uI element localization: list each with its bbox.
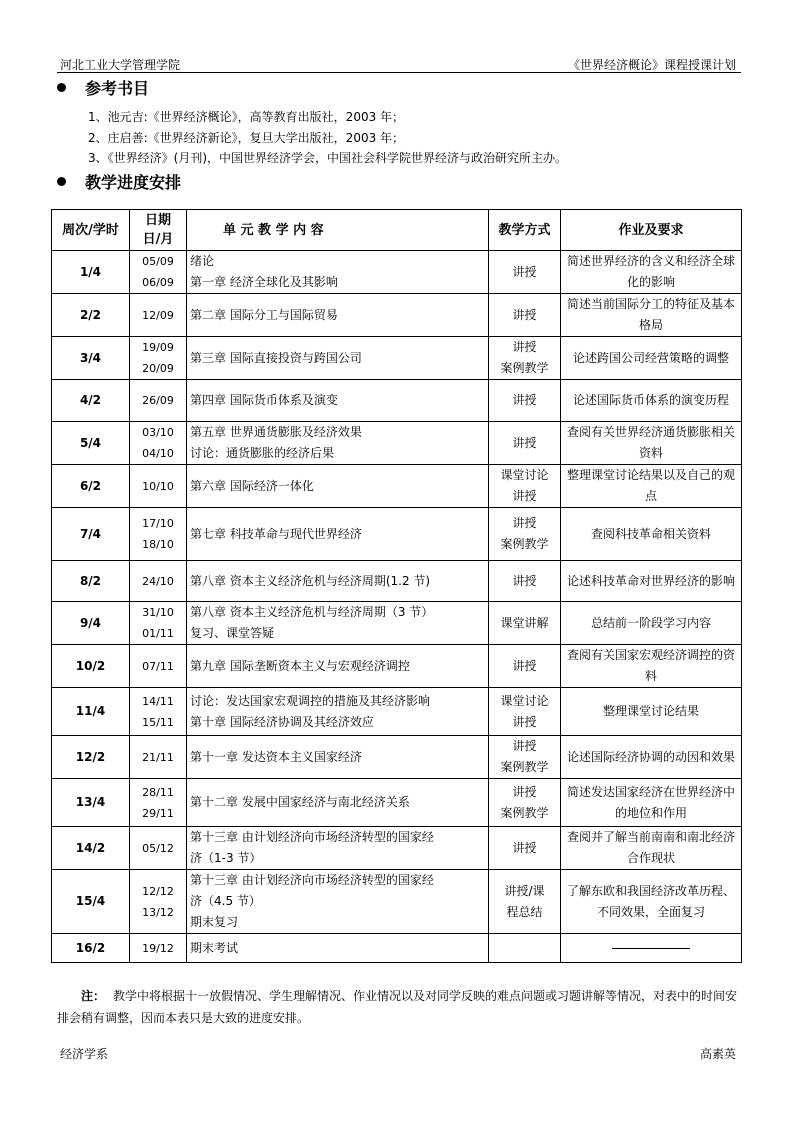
table-header-row	[52, 210, 742, 251]
week-cell: 4/2	[52, 380, 130, 422]
footer-department: 经济学系	[60, 1047, 109, 1061]
content-line: 第十章 国际经济协调及其经济效应	[190, 714, 374, 729]
method-cell	[489, 561, 561, 602]
table-row	[52, 251, 742, 294]
method-cell	[489, 337, 561, 380]
date-value: 12/12	[142, 884, 174, 898]
date-value: 04/10	[142, 447, 174, 460]
content-cell	[187, 380, 489, 422]
bullet-icon	[57, 177, 66, 186]
date-value: 12/09	[142, 308, 174, 322]
homework-cell	[561, 870, 742, 934]
week-cell: 8/2	[52, 561, 130, 602]
homework-cell	[561, 645, 742, 688]
method-cell	[489, 934, 561, 963]
homework-cell	[561, 934, 742, 963]
method-line: 课堂讨论	[500, 693, 549, 708]
date-cell	[130, 465, 187, 508]
method-cell	[489, 508, 561, 561]
method-line: 讲授	[512, 489, 537, 503]
method-cell	[489, 380, 561, 422]
footer-author: 高素英	[699, 1047, 736, 1061]
date-value: 18/10	[142, 538, 174, 551]
method-line: 案例教学	[500, 361, 549, 375]
homework-text: 整理课堂讨论结果以及自己的观点	[566, 468, 735, 503]
homework-text: 查阅并了解当前南南和南北经济合作现状	[566, 830, 735, 865]
date-value: 29/11	[142, 806, 174, 820]
table-row	[52, 561, 742, 602]
content-line: 第九章 国际垄断资本主义与宏观经济调控	[190, 658, 410, 673]
homework-cell	[561, 602, 742, 645]
table-row	[52, 688, 742, 736]
header-date	[130, 210, 187, 251]
header-method: 教学方式	[489, 210, 561, 251]
method-line: 讲授	[512, 840, 537, 855]
week-cell: 15/4	[52, 870, 130, 934]
homework-text: 总结前一阶段学习内容	[590, 615, 711, 630]
date-cell	[130, 827, 187, 870]
date-cell	[130, 422, 187, 465]
footnote	[57, 985, 745, 1029]
content-line: 讨论：发达国家宏观调控的措施及其经济影响	[190, 693, 431, 708]
date-cell	[130, 251, 187, 294]
homework-cell	[561, 688, 742, 736]
content-cell	[187, 736, 489, 779]
homework-cell	[561, 827, 742, 870]
content-line: 济（4.5 节）	[190, 894, 261, 908]
schedule-heading	[57, 170, 181, 193]
header-date-line2: 日/月	[142, 232, 174, 247]
schedule-title: 教学进度安排	[85, 173, 182, 192]
content-line: 第六章 国际经济一体化	[190, 478, 314, 493]
schedule-table	[51, 209, 742, 963]
week-cell: 13/4	[52, 779, 130, 827]
date-value: 21/11	[142, 750, 174, 764]
homework-cell	[561, 337, 742, 380]
method-line: 讲授	[512, 658, 537, 673]
content-line: 讨论：通货膨胀的经济后果	[190, 446, 335, 460]
date-cell	[130, 779, 187, 827]
content-cell	[187, 934, 489, 963]
method-line: 讲授/课	[504, 883, 545, 898]
week-cell: 10/2	[52, 645, 130, 688]
header-homework: 作业及要求	[561, 210, 742, 251]
date-value: 05/12	[142, 841, 174, 855]
date-cell	[130, 645, 187, 688]
content-cell	[187, 251, 489, 294]
week-cell: 7/4	[52, 508, 130, 561]
method-cell	[489, 465, 561, 508]
homework-text: 简述当前国际分工的特征及基本格局	[566, 297, 735, 332]
content-line: 复习、课堂答疑	[190, 626, 275, 640]
content-line: 期末复习	[190, 915, 239, 929]
content-cell	[187, 779, 489, 827]
table-row	[52, 827, 742, 870]
references-heading	[57, 76, 149, 99]
date-cell	[130, 934, 187, 963]
table-row	[52, 294, 742, 337]
content-cell	[187, 645, 489, 688]
content-line: 第一章 经济全球化及其影响	[190, 275, 338, 289]
week-cell: 1/4	[52, 251, 130, 294]
table-row	[52, 870, 742, 934]
content-cell	[187, 422, 489, 465]
content-line: 第四章 国际货币体系及演变	[190, 393, 338, 407]
homework-text: 查阅有关国家宏观经济调控的资料	[566, 648, 735, 683]
references-title: 参考书目	[85, 79, 150, 98]
date-value: 28/11	[142, 785, 174, 799]
week-cell: 9/4	[52, 602, 130, 645]
week-cell: 6/2	[52, 465, 130, 508]
date-value: 26/09	[142, 394, 174, 407]
week-cell: 16/2	[52, 934, 130, 963]
table-row	[52, 736, 742, 779]
content-cell	[187, 337, 489, 380]
method-cell	[489, 602, 561, 645]
date-value: 31/10	[142, 606, 174, 619]
content-cell	[187, 688, 489, 736]
homework-text: 论述国际经济协调的动因和效果	[566, 749, 735, 764]
empty-dash	[612, 948, 690, 949]
header-divider	[57, 72, 741, 73]
homework-cell	[561, 380, 742, 422]
method-line: 讲授	[512, 714, 537, 729]
content-line: 第二章 国际分工与国际贸易	[190, 307, 338, 322]
header-week: 周次/学时	[52, 210, 130, 251]
homework-text: 论述跨国公司经营策略的调整	[572, 350, 729, 365]
method-cell	[489, 645, 561, 688]
content-line: 第十三章 由计划经济向市场经济转型的国家经	[190, 873, 434, 887]
date-value: 14/11	[142, 694, 174, 708]
header-institution: 河北工业大学管理学院	[60, 58, 181, 72]
method-line: 案例教学	[500, 760, 549, 774]
method-cell	[489, 779, 561, 827]
date-value: 06/09	[142, 276, 174, 289]
homework-text: 简述发达国家经济在世界经济中的地位和作用	[566, 784, 735, 820]
method-cell	[489, 688, 561, 736]
date-value: 15/11	[142, 715, 174, 729]
homework-text: 论述科技革命对世界经济的影响	[566, 573, 735, 588]
content-line: 第七章 科技革命与现代世界经济	[190, 526, 362, 541]
method-cell	[489, 294, 561, 337]
week-cell: 2/2	[52, 294, 130, 337]
homework-text: 简述世界经济的含义和经济全球化的影响	[566, 254, 735, 289]
week-cell: 14/2	[52, 827, 130, 870]
date-cell	[130, 337, 187, 380]
header-content: 单 元 教 学 内 容	[187, 210, 489, 251]
homework-cell	[561, 779, 742, 827]
method-line: 讲授	[512, 307, 537, 322]
method-line: 讲授	[512, 739, 537, 753]
homework-cell	[561, 251, 742, 294]
homework-text: 查阅科技革命相关资料	[590, 526, 711, 541]
content-line: 绪论	[190, 254, 215, 268]
content-line: 第八章 资本主义经济危机与经济周期（3 节）	[190, 605, 434, 619]
method-line: 课堂讨论	[500, 468, 549, 482]
method-cell	[489, 251, 561, 294]
method-line: 讲授	[512, 435, 537, 450]
table-row	[52, 508, 742, 561]
method-line: 讲授	[512, 784, 537, 799]
homework-text: 了解东欧和我国经济改革历程、不同效果，全面复习	[566, 883, 735, 919]
content-cell	[187, 294, 489, 337]
date-cell	[130, 688, 187, 736]
week-cell: 5/4	[52, 422, 130, 465]
footnote-text: 教学中将根据十一放假情况、学生理解情况、作业情况以及对同学反映的难点问题或习题讲解等情况，对表中的时间安排会稍有调整，因而本表只是大致的进度安排。	[57, 989, 738, 1025]
content-line: 第五章 世界通货膨胀及经济效果	[190, 425, 362, 439]
method-line: 课堂讲解	[500, 615, 549, 630]
table-row	[52, 934, 742, 963]
content-line: 第十二章 发展中国家经济与南北经济关系	[190, 795, 410, 809]
homework-cell	[561, 508, 742, 561]
date-value: 10/10	[142, 479, 174, 493]
homework-cell	[561, 422, 742, 465]
date-cell	[130, 870, 187, 934]
homework-cell	[561, 561, 742, 602]
date-value: 19/09	[142, 341, 174, 354]
week-cell: 3/4	[52, 337, 130, 380]
homework-text: 论述国际货币体系的演变历程	[572, 393, 729, 407]
date-cell	[130, 380, 187, 422]
table-row	[52, 337, 742, 380]
homework-cell	[561, 736, 742, 779]
date-value: 13/12	[142, 905, 174, 919]
table-row	[52, 602, 742, 645]
content-line: 济（1-3 节）	[190, 851, 262, 865]
date-value: 03/10	[142, 426, 174, 439]
date-cell	[130, 736, 187, 779]
method-line: 案例教学	[500, 805, 549, 820]
date-value: 07/11	[142, 659, 174, 673]
content-line: 第三章 国际直接投资与跨国公司	[190, 350, 362, 365]
week-cell: 11/4	[52, 688, 130, 736]
table-row	[52, 422, 742, 465]
date-cell	[130, 561, 187, 602]
method-cell	[489, 827, 561, 870]
method-cell	[489, 870, 561, 934]
reference-item: 3、《世界经济》(月刊)，中国世界经济学会，中国社会科学院世界经济与政治研究所主办。	[88, 151, 568, 165]
footnote-label: 注：	[81, 989, 106, 1003]
homework-cell	[561, 294, 742, 337]
homework-text: 查阅有关世界经济通货膨胀相关资料	[566, 425, 735, 460]
date-value: 17/10	[142, 517, 174, 530]
content-cell	[187, 561, 489, 602]
date-cell	[130, 294, 187, 337]
date-value: 19/12	[142, 941, 174, 955]
content-cell	[187, 827, 489, 870]
date-value: 01/11	[142, 627, 174, 640]
method-line: 讲授	[512, 340, 537, 354]
table-row	[52, 380, 742, 422]
table-row	[52, 645, 742, 688]
week-cell: 12/2	[52, 736, 130, 779]
header-date-line1: 日期	[144, 213, 171, 228]
schedule-body	[52, 251, 742, 963]
date-value: 20/09	[142, 362, 174, 375]
method-line: 讲授	[512, 573, 537, 588]
content-cell	[187, 508, 489, 561]
content-line: 期末考试	[190, 940, 239, 955]
date-value: 05/09	[142, 255, 174, 268]
content-line: 第八章 资本主义经济危机与经济周期(1.2 节)	[190, 573, 431, 588]
date-cell	[130, 602, 187, 645]
homework-cell	[561, 465, 742, 508]
table-row	[52, 779, 742, 827]
table-row	[52, 465, 742, 508]
reference-item: 1、池元吉:《世界经济概论》，高等教育出版社，2003 年；	[88, 110, 405, 124]
homework-text: 整理课堂讨论结果	[602, 704, 699, 718]
content-cell	[187, 870, 489, 934]
content-cell	[187, 465, 489, 508]
method-cell	[489, 422, 561, 465]
method-line: 讲授	[512, 516, 537, 530]
method-line: 讲授	[512, 393, 537, 407]
content-line: 第十一章 发达资本主义国家经济	[190, 749, 362, 764]
content-line: 第十三章 由计划经济向市场经济转型的国家经	[190, 830, 434, 844]
bullet-icon	[57, 83, 66, 92]
content-cell	[187, 602, 489, 645]
date-value: 24/10	[142, 574, 174, 588]
method-line: 程总结	[506, 904, 543, 919]
method-cell	[489, 736, 561, 779]
reference-item: 2、庄启善:《世界经济新论》，复旦大学出版社，2003 年；	[88, 131, 405, 145]
method-line: 讲授	[512, 264, 537, 279]
header-course-plan: 《世界经济概论》课程授课计划	[567, 58, 736, 72]
date-cell	[130, 508, 187, 561]
method-line: 案例教学	[500, 537, 549, 551]
